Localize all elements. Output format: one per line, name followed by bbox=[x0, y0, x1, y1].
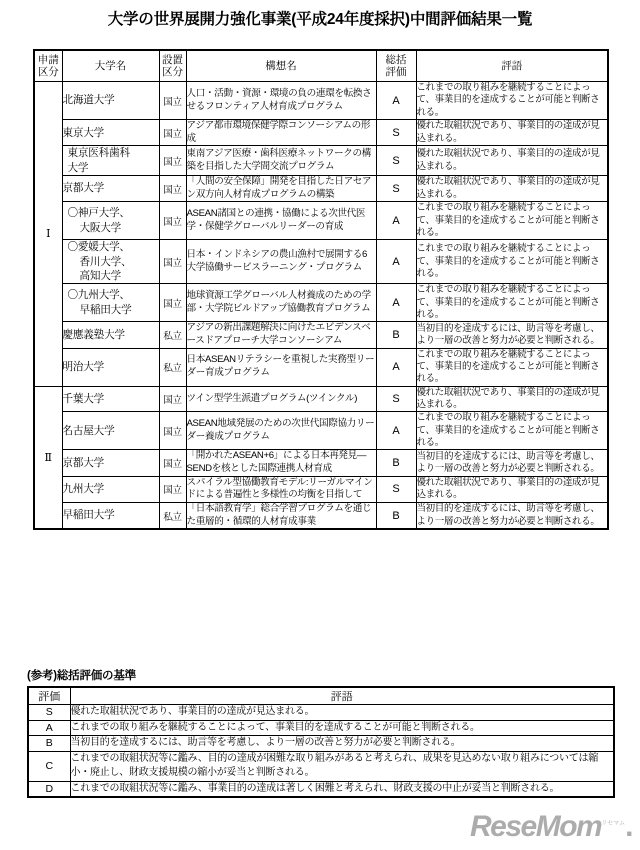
establishment-type-cell: 国立 bbox=[159, 450, 186, 476]
plan-name-cell: ASEAN地域発展のための次世代国際協力リーダー養成プログラム bbox=[186, 412, 376, 450]
establishment-type-cell: 私立 bbox=[159, 348, 186, 386]
table-row bbox=[34, 386, 608, 412]
reference-table-body bbox=[28, 705, 614, 798]
table-header-row bbox=[34, 50, 608, 82]
reference-criteria-table bbox=[27, 686, 615, 798]
evaluation-grade-cell: B bbox=[376, 502, 416, 529]
table-row bbox=[34, 120, 608, 146]
evaluation-comment-cell: これまでの取り組みを継続することによって、事業目的を達成することが可能と判断される。 bbox=[416, 412, 608, 450]
header-section-line1: 申請 bbox=[37, 53, 59, 66]
reference-description-cell: これまでの取り組みを継続することによって、事業目的を達成することが可能と判断される。 bbox=[70, 720, 614, 736]
reference-grade-cell: A bbox=[28, 720, 70, 736]
evaluation-comment-cell: これまでの取り組みを継続することによって、事業目的を達成することが可能と判断される。 bbox=[416, 284, 608, 322]
header-university: 大学名 bbox=[62, 50, 159, 82]
plan-name-cell: 人口・活動・資源・環境の負の連環を転換させるフロンティア人材育成プログラム bbox=[186, 82, 376, 120]
university-name-line: 京都大学 bbox=[62, 182, 105, 195]
main-table-body bbox=[34, 82, 608, 530]
university-name-line: 〇愛媛大学、 bbox=[67, 241, 130, 254]
university-name-line: 東京医科歯科 bbox=[67, 147, 130, 160]
plan-name-cell: ツイン型学生派遣プログラム(ツインクル) bbox=[186, 386, 376, 412]
main-table-header bbox=[34, 50, 608, 82]
university-name-cell bbox=[62, 82, 159, 120]
header-evaluation bbox=[376, 50, 416, 82]
plan-name-cell: 日本ASEANリテラシーを重視した実務型リーダー育成プログラム bbox=[186, 348, 376, 386]
establishment-type-cell: 国立 bbox=[159, 476, 186, 502]
university-name-cell bbox=[62, 146, 159, 176]
evaluation-grade-cell: S bbox=[376, 476, 416, 502]
university-name-cell bbox=[62, 175, 159, 201]
reference-grade-cell: C bbox=[28, 751, 70, 781]
header-evaluation-line1: 総括 bbox=[385, 53, 407, 66]
university-name-line: 早稲田大学 bbox=[79, 303, 132, 316]
university-name-line: 大阪大学 bbox=[79, 221, 122, 234]
watermark-text: ReseMom bbox=[469, 810, 602, 843]
evaluation-comment-cell: 当初目的を達成するには、助言等を考慮し、より一層の改善と努力が必要と判断される。 bbox=[416, 450, 608, 476]
evaluation-grade-cell: A bbox=[376, 82, 416, 120]
university-name-cell bbox=[62, 240, 159, 284]
establishment-type-cell: 国立 bbox=[159, 146, 186, 176]
evaluation-grade-cell: A bbox=[376, 284, 416, 322]
university-name-cell bbox=[62, 386, 159, 412]
resemom-watermark bbox=[470, 812, 632, 842]
plan-name-cell: 「人間の安全保障」開発を目指した日アセアン双方向人材育成プログラムの構築 bbox=[186, 175, 376, 201]
main-results-table-wrapper bbox=[33, 49, 607, 530]
establishment-type-cell: 国立 bbox=[159, 240, 186, 284]
university-name-line: 早稲田大学 bbox=[62, 509, 115, 522]
evaluation-grade-cell: S bbox=[376, 120, 416, 146]
table-row bbox=[34, 146, 608, 176]
university-name-line: 名古屋大学 bbox=[62, 424, 115, 437]
university-name-cell bbox=[62, 284, 159, 322]
university-name-cell bbox=[62, 348, 159, 386]
table-row bbox=[34, 450, 608, 476]
establishment-type-cell: 国立 bbox=[159, 412, 186, 450]
header-section-line2: 区分 bbox=[37, 66, 59, 78]
evaluation-comment-cell: 優れた取組状況であり、事業目的の達成が見込まれる。 bbox=[416, 120, 608, 146]
university-name-line: 香川大学、 bbox=[79, 255, 132, 268]
reference-description-cell: 当初目的を達成するには、助言等を考慮し、より一層の改善と努力が必要と判断される。 bbox=[70, 736, 614, 752]
university-name-line: 九州大学 bbox=[62, 483, 105, 496]
header-plan: 構想名 bbox=[186, 50, 376, 82]
evaluation-comment-cell: 優れた取組状況であり、事業目的の達成が見込まれる。 bbox=[416, 476, 608, 502]
establishment-type-cell: 国立 bbox=[159, 175, 186, 201]
header-establishment-line1: 設置 bbox=[162, 53, 183, 66]
plan-name-cell: ASEAN諸国との連携・協働による次世代医学・保健学グローバルリーダーの育成 bbox=[186, 202, 376, 240]
establishment-type-cell: 国立 bbox=[159, 82, 186, 120]
university-name-cell bbox=[62, 120, 159, 146]
university-name-line: 京都大学 bbox=[62, 456, 105, 469]
reference-row bbox=[28, 736, 614, 752]
evaluation-comment-cell: これまでの取り組みを継続することによって、事業目的を達成することが可能と判断される。 bbox=[416, 348, 608, 386]
university-name-line: 大学 bbox=[67, 161, 89, 174]
evaluation-grade-cell: A bbox=[376, 202, 416, 240]
table-row bbox=[34, 412, 608, 450]
plan-name-cell: スパイラル型協働教育モデル:リーガルマインドによる普遍性と多様性の均衡を目指して bbox=[186, 476, 376, 502]
establishment-type-cell: 国立 bbox=[159, 284, 186, 322]
university-name-line: 北海道大学 bbox=[62, 94, 115, 107]
university-name-cell bbox=[62, 450, 159, 476]
reference-description-cell: これまでの取組状況等に鑑み、事業目的の達成は著しく困難と考えられ、財政支援の中止が妥当と判断される。 bbox=[70, 781, 614, 797]
evaluation-comment-cell: これまでの取り組みを継続することによって、事業目的を達成することが可能と判断される。 bbox=[416, 202, 608, 240]
plan-name-cell: アジア都市環境保健学際コンソーシアムの形成 bbox=[186, 120, 376, 146]
reference-row bbox=[28, 705, 614, 721]
watermark-kana: リセマム bbox=[601, 821, 626, 827]
table-row bbox=[34, 348, 608, 386]
reference-row bbox=[28, 781, 614, 797]
evaluation-comment-cell: 優れた取組状況であり、事業目的の達成が見込まれる。 bbox=[416, 146, 608, 176]
evaluation-comment-cell: 優れた取組状況であり、事業目的の達成が見込まれる。 bbox=[416, 386, 608, 412]
university-name-cell bbox=[62, 322, 159, 348]
reference-description-cell: 優れた取組状況であり、事業目的の達成が見込まれる。 bbox=[70, 705, 614, 721]
header-establishment bbox=[159, 50, 186, 82]
establishment-type-cell: 国立 bbox=[159, 120, 186, 146]
evaluation-grade-cell: A bbox=[376, 348, 416, 386]
university-name-line: 〇神戸大学、 bbox=[67, 207, 130, 220]
establishment-type-cell: 私立 bbox=[159, 502, 186, 529]
table-row bbox=[34, 202, 608, 240]
evaluation-comment-cell: これまでの取り組みを継続することによって、事業目的を達成することが可能と判断される。 bbox=[416, 82, 608, 120]
evaluation-grade-cell: A bbox=[376, 412, 416, 450]
header-establishment-line2: 区分 bbox=[162, 66, 183, 78]
reference-grade-cell: D bbox=[28, 781, 70, 797]
evaluation-comment-cell: 当初目的を達成するには、助言等を考慮し、より一層の改善と努力が必要と判断される。 bbox=[416, 322, 608, 348]
university-name-cell bbox=[62, 202, 159, 240]
evaluation-grade-cell: S bbox=[376, 146, 416, 176]
table-row bbox=[34, 82, 608, 120]
plan-name-cell: 東南アジア医療・歯科医療ネットワークの構築を目指した大学間交流プログラム bbox=[186, 146, 376, 176]
university-name-cell bbox=[62, 476, 159, 502]
reference-row bbox=[28, 751, 614, 781]
table-row bbox=[34, 322, 608, 348]
establishment-type-cell: 国立 bbox=[159, 202, 186, 240]
reference-table-header bbox=[28, 687, 614, 705]
evaluation-comment-cell: 当初目的を達成するには、助言等を考慮し、より一層の改善と努力が必要と判断される。 bbox=[416, 502, 608, 529]
reference-grade-cell: B bbox=[28, 736, 70, 752]
plan-name-cell: 地球資源工学グローバル人材養成のための学部・大学院ビルドアップ協働教育プログラム bbox=[186, 284, 376, 322]
reference-heading: (参考)総括評価の基準 bbox=[27, 670, 136, 682]
university-name-line: 東京大学 bbox=[62, 126, 105, 139]
evaluation-grade-cell: A bbox=[376, 240, 416, 284]
reference-description-cell: これまでの取組状況等に鑑み、目的の達成が困難な取り組みがあると考えられ、成果を見込めない取り組みについては縮小・廃止し、財政支援規模の縮小が妥当と判断される。 bbox=[70, 751, 614, 781]
evaluation-grade-cell: S bbox=[376, 386, 416, 412]
plan-name-cell: アジアの新出課題解決に向けたエビデンスベースドアプローチ大学コンソーシアム bbox=[186, 322, 376, 348]
header-evaluation-line2: 評価 bbox=[385, 66, 407, 78]
reference-row bbox=[28, 720, 614, 736]
watermark-dot: . bbox=[625, 810, 632, 843]
university-name-line: 〇九州大学、 bbox=[67, 289, 130, 302]
table-row bbox=[34, 502, 608, 529]
section-label-cell: Ⅰ bbox=[34, 82, 62, 387]
table-row bbox=[34, 175, 608, 201]
reference-header-grade: 評価 bbox=[28, 687, 70, 705]
university-name-line: 千葉大学 bbox=[62, 392, 105, 405]
main-results-table bbox=[33, 49, 609, 530]
evaluation-grade-cell: B bbox=[376, 322, 416, 348]
page-title: 大学の世界展開力強化事業(平成24年度採択)中間評価結果一覧 bbox=[107, 11, 533, 28]
university-name-line: 明治大学 bbox=[62, 360, 105, 373]
establishment-type-cell: 国立 bbox=[159, 386, 186, 412]
evaluation-comment-cell: 優れた取組状況であり、事業目的の達成が見込まれる。 bbox=[416, 175, 608, 201]
evaluation-grade-cell: S bbox=[376, 175, 416, 201]
table-row bbox=[34, 240, 608, 284]
university-name-cell bbox=[62, 412, 159, 450]
header-comment: 評語 bbox=[416, 50, 608, 82]
plan-name-cell: 「開かれたASEAN+6」による日本再発見—SENDを核とした国際連携人材育成 bbox=[186, 450, 376, 476]
university-name-line: 高知大学 bbox=[79, 269, 122, 282]
evaluation-grade-cell: B bbox=[376, 450, 416, 476]
table-row bbox=[34, 476, 608, 502]
table-row bbox=[34, 284, 608, 322]
university-name-cell bbox=[62, 502, 159, 529]
university-name-line: 慶應義塾大学 bbox=[62, 328, 125, 341]
reference-grade-cell: S bbox=[28, 705, 70, 721]
establishment-type-cell: 私立 bbox=[159, 322, 186, 348]
reference-table-wrapper bbox=[27, 686, 613, 798]
plan-name-cell: 日本・インドネシアの農山漁村で展開する6大学協働サービスラーニング・プログラム bbox=[186, 240, 376, 284]
reference-header-description: 評語 bbox=[70, 687, 614, 705]
evaluation-comment-cell: これまでの取り組みを継続することによって、事業目的を達成することが可能と判断される。 bbox=[416, 240, 608, 284]
section-label-cell: Ⅱ bbox=[34, 386, 62, 529]
plan-name-cell: 「日本語教育学」総合学習プログラムを通じた重層的・循環的人材育成事業 bbox=[186, 502, 376, 529]
reference-header-row bbox=[28, 687, 614, 705]
header-section bbox=[34, 50, 62, 82]
